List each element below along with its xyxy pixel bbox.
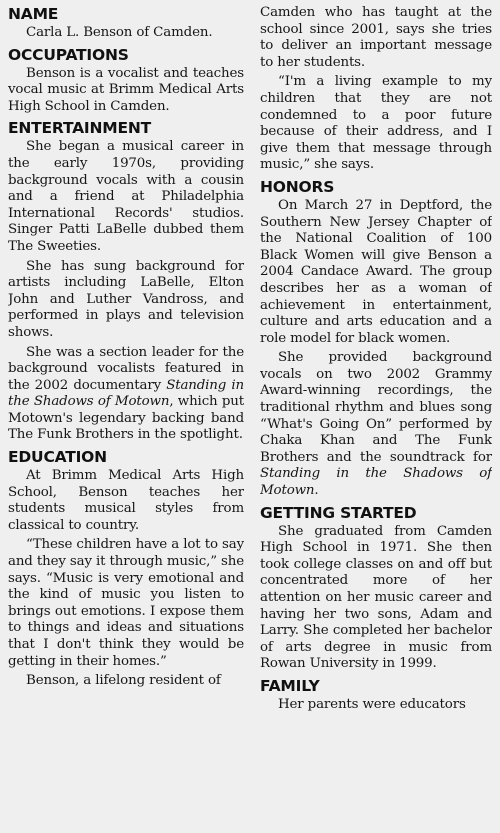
soundtrack-title: Standing in the Shadows of Motown (260, 466, 492, 499)
getting-started-paragraph: She graduated from Camden High School in 1971. She then took college classes on and off but concentrated more of her attention on her music career and having her two sons, Adam and Larry. She completed her bachelor of arts degree in music from Rowan University in 1999. (260, 523, 492, 672)
section-heading-education: EDUCATION (8, 448, 107, 467)
continued-paragraph-1: Camden who has taught at the school since 2001, says she tries to deliver an important message to her students. (260, 5, 492, 70)
honors-p2-end: . (314, 483, 319, 499)
section-heading-getting-started: GETTING STARTED (260, 503, 417, 522)
name-text: Carla L. Benson of Camden. (26, 25, 213, 40)
honors-paragraph-2 (260, 350, 492, 499)
section-heading-honors: HONORS (260, 177, 335, 196)
section-heading-entertainment: ENTERTAINMENT (8, 119, 152, 138)
education-paragraph-3: Benson, a lifelong resident of (26, 673, 221, 689)
entertainment-paragraph-3 (8, 345, 244, 445)
left-column (8, 5, 244, 833)
right-column (260, 5, 492, 833)
occupations-text: Benson is a vocalist and teaches vocal music at Brimm Medical Arts High School in Camden. (8, 65, 244, 114)
education-paragraph-1: At Brimm Medical Arts High School, Benson teaches her students musical styles from classical to country. (8, 468, 244, 533)
documentary-title: Standing in the Shadows of Motown (8, 377, 244, 410)
entertainment-paragraph-1: She began a musical career in the early 1970s, providing background vocals with a cousin and a friend at Philadelphia International Records' studios. Singer Patti LaBelle dubbed them The Sweeties. (8, 139, 244, 254)
section-heading-occupations: OCCUPATIONS (8, 45, 129, 64)
entertainment-p3-end: , which put Motown's legendary backing band The Funk Brothers in the spotlight. (8, 394, 244, 443)
continued-paragraph-2: “I'm a living example to my children that they are not condemned to a poor future because of their address, and I give them that message through music,” she says. (260, 74, 492, 173)
section-heading-name: NAME (8, 5, 59, 23)
family-paragraph: Her parents were educators (278, 696, 466, 712)
entertainment-p3-start: She was a section leader for the background vocalists featured in the 2002 documentary (8, 344, 244, 393)
section-heading-family: FAMILY (260, 676, 320, 695)
honors-paragraph-1: On March 27 in Deptford, the Southern New Jersey Chapter of the National Coalition of 100 Black Women will give Benson a 2004 Candace Award. The group describes her as a woman of achievement in entertainment, culture and arts education and a role model for black women. (260, 197, 492, 346)
entertainment-paragraph-2: She has sung background for artists including LaBelle, Elton John and Luther Vandross, and performed in plays and television shows. (8, 258, 244, 340)
education-paragraph-2: “These children have a lot to say and they say it through music,” she says. “Music is very emotional and the kind of music you listen to brings out emotions. I expose them to things and ideas and situations that I don't think they would be getting in their homes.” (8, 537, 244, 669)
honors-p2-start: She provided background vocals on two 2002 Grammy Award-winning recordings, the traditional rhythm and blues song “What's Going On” performed by Chaka Khan and The Funk Brothers and the soundtrack for (260, 350, 492, 465)
